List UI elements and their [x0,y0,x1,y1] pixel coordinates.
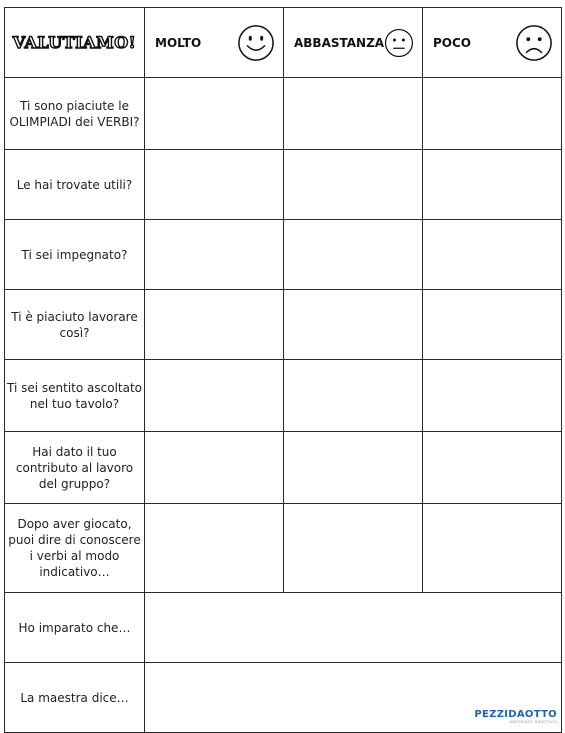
question-text: Ti sei impegnato? [5,220,145,290]
answer-cell-molto[interactable] [145,504,284,593]
question-row [5,150,562,220]
open-row [5,663,562,733]
scale-label-poco: POCO [433,35,472,50]
open-row-label: La maestra dice… [5,663,145,733]
question-text: Hai dato il tuo contributo al lavoro del gruppo? [5,432,145,504]
question-row [5,78,562,150]
answer-cell-molto[interactable] [145,432,284,504]
question-text: Ti è piaciuto lavorare così? [5,290,145,360]
evaluation-table [4,7,562,733]
scale-header-molto [145,8,284,78]
answer-cell-abbastanza[interactable] [284,432,423,504]
answer-cell-poco[interactable] [423,78,562,150]
answer-cell-poco[interactable] [423,290,562,360]
answer-cell-abbastanza[interactable] [284,78,423,150]
answer-cell-molto[interactable] [145,360,284,432]
sad-face-icon [515,24,553,62]
scale-label-molto: MOLTO [155,35,202,50]
question-row [5,220,562,290]
answer-cell-abbastanza[interactable] [284,360,423,432]
question-row [5,360,562,432]
answer-cell-molto[interactable] [145,290,284,360]
question-text: Ti sono piaciute le OLIMPIADI dei VERBI? [5,78,145,150]
answer-cell-molto[interactable] [145,220,284,290]
open-row-label: Ho imparato che… [5,593,145,663]
neutral-face-icon [384,25,414,61]
question-row [5,504,562,593]
answer-cell-molto[interactable] [145,78,284,150]
answer-cell-abbastanza[interactable] [284,504,423,593]
happy-face-icon [237,24,275,62]
question-text: Dopo aver giocato, puoi dire di conoscere i verbi al modo indicativo… [5,504,145,593]
open-answer-area[interactable] [145,663,562,733]
answer-cell-poco[interactable] [423,432,562,504]
scale-header-poco [423,8,562,78]
answer-cell-poco[interactable] [423,150,562,220]
scale-label-abbastanza: ABBASTANZA [294,35,385,50]
answer-cell-abbastanza[interactable] [284,290,423,360]
answer-cell-poco[interactable] [423,504,562,593]
open-answer-area[interactable] [145,593,562,663]
open-row [5,593,562,663]
publisher-logo [474,710,557,725]
question-text: Le hai trovate utili? [5,150,145,220]
page-title: VALUTIAMO! [12,33,137,52]
question-row [5,432,562,504]
answer-cell-abbastanza[interactable] [284,150,423,220]
logo-name: PEZZIDAOTTO [474,708,557,720]
answer-cell-poco[interactable] [423,360,562,432]
answer-cell-molto[interactable] [145,150,284,220]
question-row [5,290,562,360]
header-row [5,8,562,78]
question-text: Ti sei sentito ascoltato nel tuo tavolo? [5,360,145,432]
title-cell [5,8,145,78]
scale-header-abbastanza [284,8,423,78]
logo-tagline: MATERIALE DIDATTICO [509,719,557,724]
answer-cell-poco[interactable] [423,220,562,290]
answer-cell-abbastanza[interactable] [284,220,423,290]
